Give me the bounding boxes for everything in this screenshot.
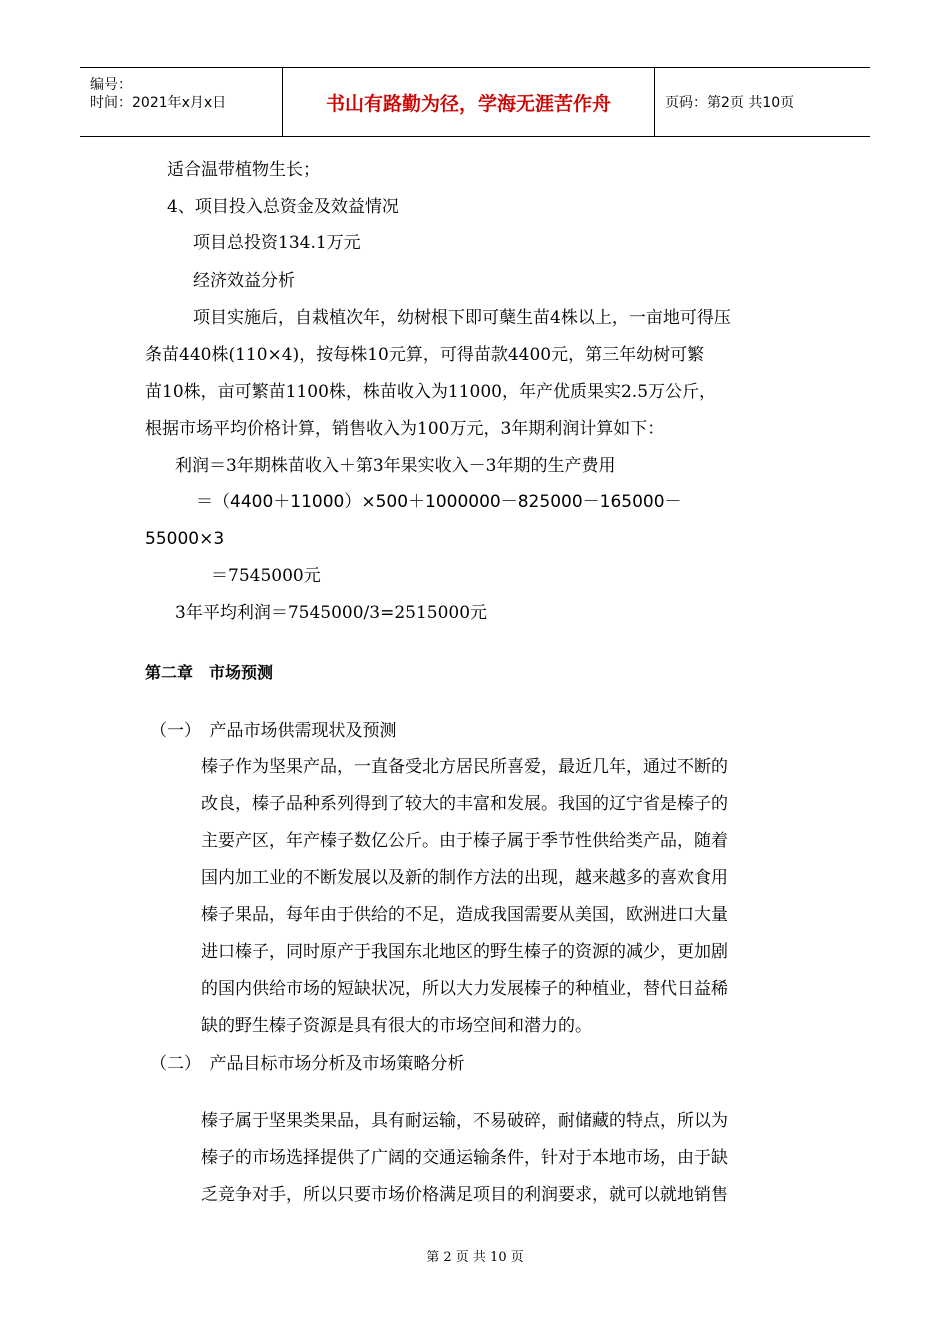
page-header <box>80 67 870 137</box>
body-line: 条苗440株(110×4)，按每株10元算，可得苗款4400元，第三年幼树可繁 <box>145 345 705 365</box>
header-page-info: 页码：第2页 共10页 <box>665 95 795 111</box>
formula-line: ＝7545000元 <box>211 566 321 586</box>
paragraph-line: 榛子属于坚果类果品，具有耐运输，不易破碎，耐储藏的特点，所以为 <box>201 1111 728 1131</box>
paragraph-line: 进口榛子，同时原产于我国东北地区的野生榛子的资源的减少，更加剧 <box>201 942 728 962</box>
body-line: 经济效益分析 <box>193 271 295 291</box>
chapter-title: 第二章 市场预测 <box>145 663 274 682</box>
body-line: 项目总投资134.1万元 <box>193 233 361 253</box>
paragraph-line: 榛子果品，每年由于供给的不足，造成我国需要从美国，欧洲进口大量 <box>201 905 728 925</box>
body-line: 项目实施后，自栽植次年，幼树根下即可蘖生苗4株以上，一亩地可得压 <box>193 308 731 328</box>
paragraph-line: 主要产区，年产榛子数亿公斤。由于榛子属于季节性供给类产品，随着 <box>201 831 728 851</box>
formula-line: 3年平均利润＝7545000/3=2515000元 <box>175 603 488 623</box>
formula-line: 利润＝3年期株苗收入＋第3年果实收入－3年期的生产费用 <box>175 456 616 476</box>
body-line: 根据市场平均价格计算，销售收入为100万元，3年期利润计算如下： <box>145 419 665 439</box>
document-date-label: 时间：2021年x月x日 <box>90 95 227 111</box>
section-heading: （二） 产品目标市场分析及市场策略分析 <box>150 1054 465 1074</box>
header-divider <box>654 68 655 136</box>
header-info-cell <box>80 68 282 136</box>
body-line: 苗10株，亩可繁苗1100株，株苗收入为11000，年产优质果实2.5万公斤， <box>145 382 717 402</box>
paragraph-line: 榛子作为坚果产品，一直备受北方居民所喜爱，最近几年，通过不断的 <box>201 757 728 777</box>
header-slogan: 书山有路勤为径，学海无涯苦作舟 <box>325 92 611 115</box>
page-footer: 第 2 页 共 10 页 <box>426 1250 524 1265</box>
formula-line: ＝（4400＋11000）×500＋1000000－825000－165000－ <box>196 492 682 512</box>
paragraph-line: 国内加工业的不断发展以及新的制作方法的出现，越来越多的喜欢食用 <box>201 868 728 888</box>
paragraph-line: 改良，榛子品种系列得到了较大的丰富和发展。我国的辽宁省是榛子的 <box>201 794 728 814</box>
paragraph-line: 榛子的市场选择提供了广阔的交通运输条件，针对于本地市场，由于缺 <box>201 1148 728 1168</box>
formula-line: 55000×3 <box>145 529 225 549</box>
body-line: 适合温带植物生长； <box>167 160 320 180</box>
paragraph-line: 的国内供给市场的短缺状况，所以大力发展榛子的种植业，替代日益稀 <box>201 979 728 999</box>
section-heading: （一） 产品市场供需现状及预测 <box>150 721 397 741</box>
paragraph-line: 乏竞争对手，所以只要市场价格满足项目的利润要求，就可以就地销售 <box>201 1185 728 1205</box>
document-number-label: 编号： <box>90 77 132 93</box>
paragraph-line: 缺的野生榛子资源是具有很大的市场空间和潜力的。 <box>201 1016 592 1036</box>
subsection-heading: 4、项目投入总资金及效益情况 <box>167 197 399 217</box>
